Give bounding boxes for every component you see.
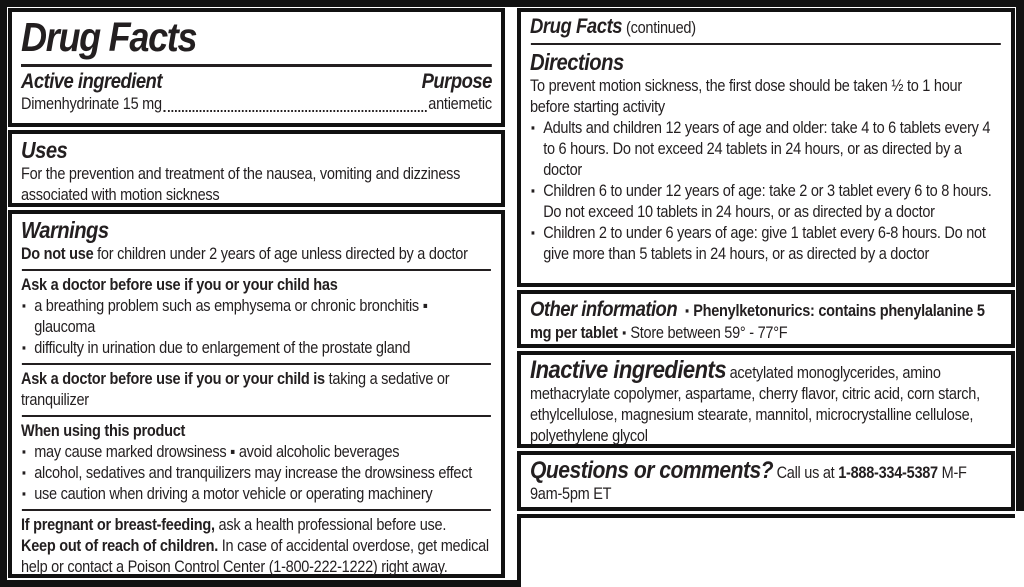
continued-suffix: (continued) — [626, 19, 696, 37]
frame-top-bar — [0, 0, 1024, 7]
empty-cropped-section — [517, 514, 1015, 587]
continued-title-row — [530, 15, 1002, 39]
warnings-heading: Warnings — [21, 217, 109, 243]
inactive-ingredients-heading: Inactive ingredients — [530, 356, 727, 384]
do-not-use-bold: Do not use — [21, 245, 94, 263]
keep-out-text: In case of accidental overdose, get medical help or contact a Poison Control Center (1-800-222-1222) right away. — [21, 537, 489, 576]
keep-out-statement — [21, 536, 492, 578]
title-rule — [21, 64, 492, 67]
frame-right-bar — [1016, 0, 1024, 511]
ask-doctor-is-statement — [21, 369, 492, 411]
section-warnings — [8, 210, 505, 578]
dotted-leader — [164, 110, 427, 112]
when-using-bold: When using this product — [21, 422, 186, 440]
warnings-rule-1 — [22, 269, 491, 271]
continued-rule — [531, 43, 1001, 45]
purpose-heading: Purpose — [421, 70, 492, 93]
active-ingredient-heading: Active ingredient — [21, 70, 162, 93]
questions-text — [530, 457, 1002, 505]
questions-heading: Questions or comments? — [530, 457, 774, 484]
pregnant-bold: If pregnant or breast-feeding, — [21, 516, 215, 534]
phone-number: 1-888-334-5387 — [838, 464, 938, 482]
active-ingredient-name: Dimenhydrinate 15 mg — [21, 95, 162, 113]
bullet-separator-2: ▪ — [622, 325, 626, 340]
ask-doctor-has-bullet-2: ▪ difficulty in urination due to enlargement of the prostate gland — [21, 338, 492, 359]
uses-text: For the prevention and treatment of the nausea, vomiting and dizziness associated with motion sickness — [21, 165, 461, 204]
other-information-heading: Other information — [530, 298, 678, 321]
section-questions — [517, 451, 1015, 511]
pregnant-statement — [21, 515, 492, 536]
when-using-heading — [21, 421, 492, 442]
section-other-information — [517, 290, 1015, 348]
do-not-use-text: for children under 2 years of age unless directed by a doctor — [93, 245, 468, 263]
when-using-bullet-1: ▪ may cause marked drowsiness ▪ avoid alcoholic beverages — [21, 442, 492, 463]
frame-left-bar — [0, 0, 7, 587]
directions-intro: To prevent motion sickness, the first dose should be taken ½ to 1 hour before starting activity — [530, 77, 962, 116]
drug-facts-title: Drug Facts — [21, 14, 197, 60]
hours-text: M-F 9am-5pm ET — [530, 464, 967, 503]
frame-bottom-left-bar — [0, 580, 517, 587]
uses-heading: Uses — [21, 137, 68, 163]
inactive-ingredients-list: acetylated monoglycerides, amino methacrylate copolymer, aspartame, cherry flavor, citric acid, corn starch, ethylcellulose, magnesium stearate, mannitol, microcrystalline cellulose, polyethylene glycol — [530, 364, 980, 445]
directions-bullet-children-2-6: ▪ Children 2 to under 6 years of age: give 1 tablet every 6-8 hours. Do not give more than 5 tablets in 24 hours, or as directed by a doctor — [530, 223, 1002, 265]
other-information-text — [530, 299, 1002, 344]
section-directions — [517, 8, 1015, 287]
when-using-bullet-2: ▪ alcohol, sedatives and tranquilizers may increase the drowsiness effect — [21, 463, 492, 484]
keep-out-bold: Keep out of reach of children. — [21, 537, 219, 555]
section-inactive-ingredients — [517, 351, 1015, 448]
section-title-active-ingredient — [8, 8, 505, 127]
storage-text: Store between 59° - 77°F — [630, 324, 788, 342]
phenylketonurics-text: Phenylketonurics: contains phenylalanine 5 mg per tablet — [530, 302, 985, 342]
active-ingredient-purpose: antiemetic — [428, 95, 492, 113]
call-us-text: Call us at — [776, 464, 839, 482]
ask-doctor-is-bold: Ask a doctor before use if you or your child is — [21, 370, 325, 388]
when-using-bullet-3: ▪ use caution when driving a motor vehicle or operating machinery — [21, 484, 492, 505]
bullet-separator-1: ▪ — [685, 303, 689, 318]
continued-title: Drug Facts — [530, 15, 623, 38]
directions-bullet-children-6-12: ▪ Children 6 to under 12 years of age: take 2 or 3 tablet every 6 to 8 hours. Do not exceed 10 tablets in 24 hours, or as directed by a doctor — [530, 181, 1002, 223]
warnings-rule-2 — [22, 363, 491, 365]
ask-doctor-is-text: taking a sedative or tranquilizer — [21, 370, 450, 409]
directions-heading: Directions — [530, 49, 624, 75]
ask-doctor-has-heading — [21, 275, 492, 296]
ask-doctor-has-bold: Ask a doctor before use if you or your child has — [21, 276, 338, 294]
pregnant-text: ask a health professional before use. — [214, 516, 447, 534]
inactive-ingredients-text — [530, 356, 1002, 447]
warnings-rule-4 — [22, 509, 491, 511]
do-not-use-statement — [21, 244, 492, 265]
section-uses — [8, 130, 505, 207]
directions-bullet-adults: ▪ Adults and children 12 years of age and older: take 4 to 6 tablets every 4 to 6 hours. Do not exceed 24 tablets in 24 hours, or as directed by a doctor — [530, 118, 1002, 181]
warnings-rule-3 — [22, 415, 491, 417]
ask-doctor-has-bullet-1: ▪ a breathing problem such as emphysema or chronic bronchitis ▪ glaucoma — [21, 296, 492, 338]
